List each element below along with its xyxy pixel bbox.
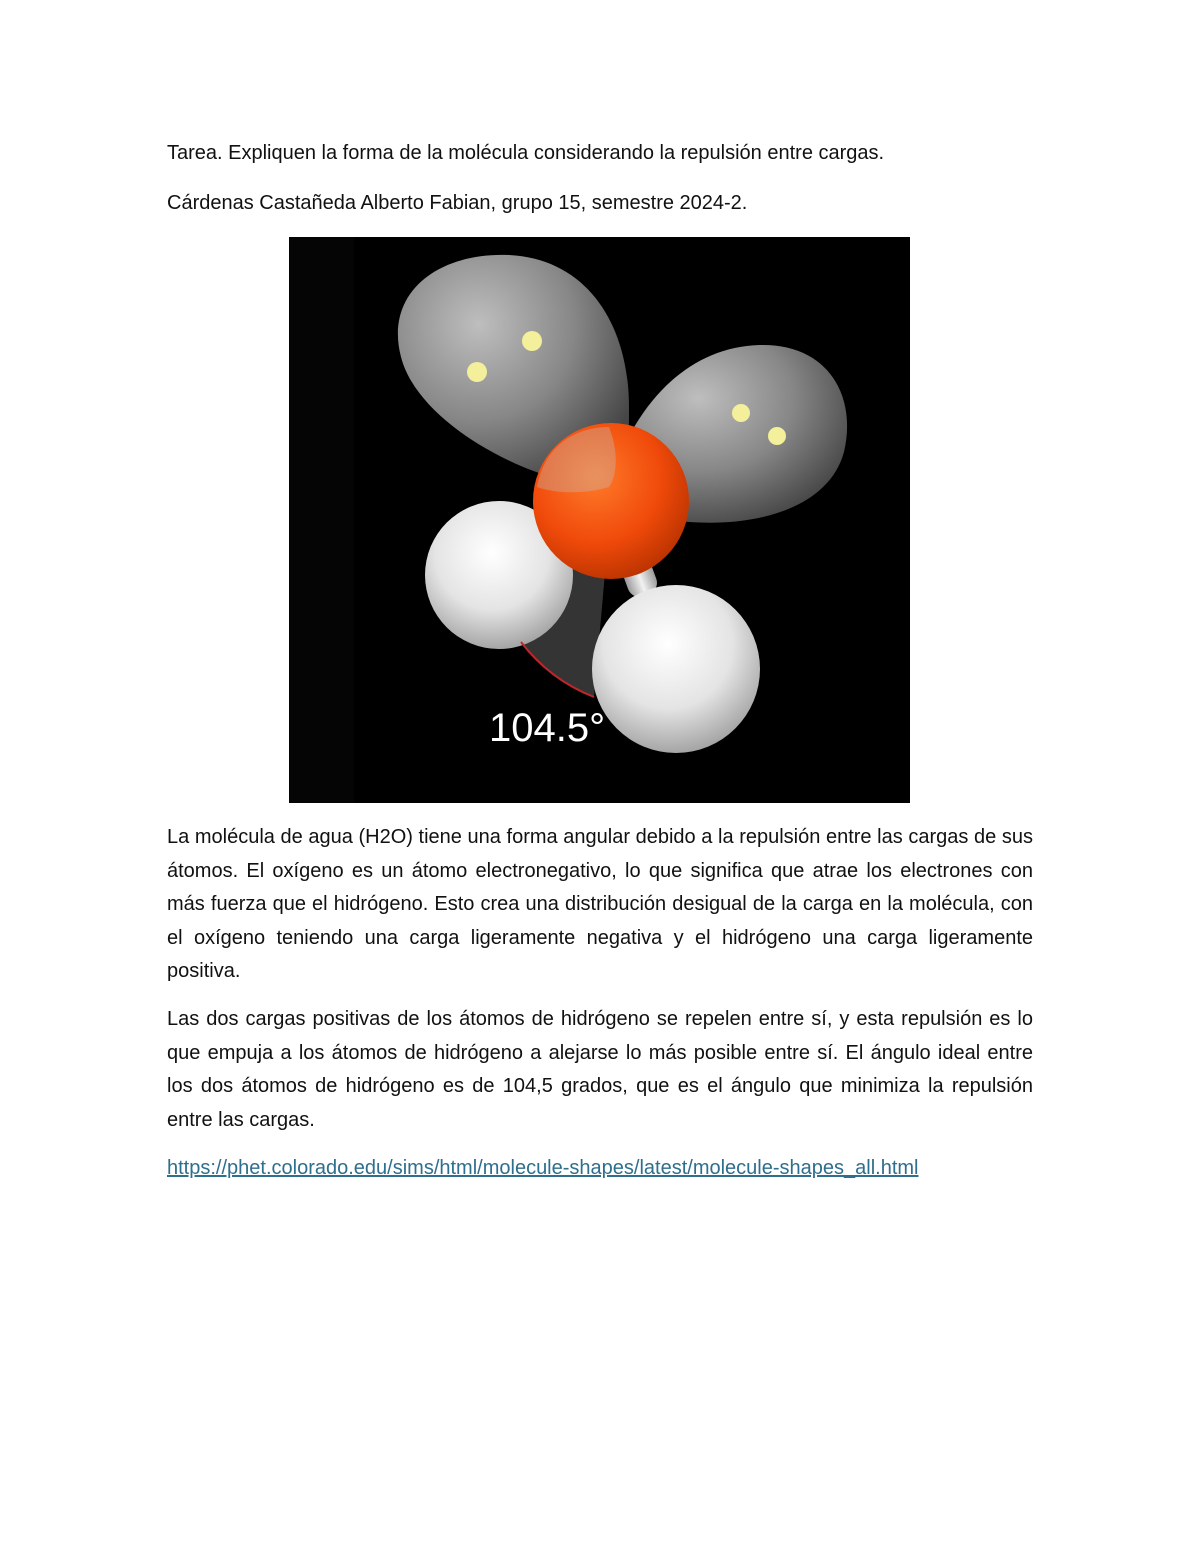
author-line: Cárdenas Castañeda Alberto Fabian, grupo 15, semestre 2024-2.: [167, 192, 748, 214]
explanation-paragraph-1: La molécula de agua (H2O) tiene una forma angular debido a la repulsión entre las cargas de sus átomos. El oxígeno es un átomo electronegativo, lo que significa que atrae los electrones con más fuerza que el hidrógeno. Esto crea una distribución desigual de la carga en la molécula, con el oxígeno teniendo una carga ligeramente negativa y el hidrógeno una carga ligeramente positiva.: [167, 826, 1033, 982]
angle-label: 104.5°: [489, 706, 606, 750]
electron-dot: [467, 362, 487, 382]
explanation-paragraph-2: Las dos cargas positivas de los átomos de hidrógeno se repelen entre sí, y esta repulsión es lo que empuja a los átomos de hidrógeno a alejarse lo más posible entre sí. El ángulo ideal entre los dos átomos de hidrógeno es de 104,5 grados, que es el ángulo que minimiza la repulsión entre las cargas.: [167, 1008, 1033, 1131]
water-molecule-figure: [289, 237, 910, 803]
assignment-title: Tarea. Expliquen la forma de la molécula considerando la repulsión entre cargas.: [167, 142, 885, 164]
molecule-illustration: [289, 237, 910, 803]
phet-simulation-link[interactable]: https://phet.colorado.edu/sims/html/molecule-shapes/latest/molecule-shapes_all.html: [167, 1157, 919, 1179]
hydrogen-atom-right: [592, 585, 760, 753]
electron-dot: [522, 331, 542, 351]
electron-dot: [768, 427, 786, 445]
electron-dot: [732, 404, 750, 422]
